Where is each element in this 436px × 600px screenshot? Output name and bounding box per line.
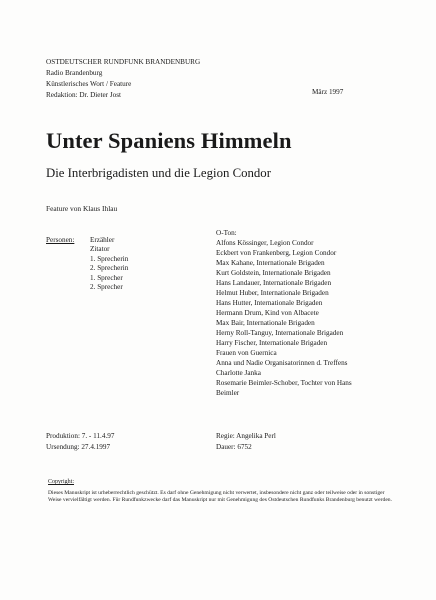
oton-item: Kurt Goldstein, Internationale Brigaden: [216, 269, 331, 277]
persons-list: [90, 236, 128, 292]
oton-item: Hans Landauer, Internationale Brigaden: [216, 279, 332, 287]
oton-item: Max Kahane, Internationale Brigaden: [216, 259, 325, 267]
first-broadcast: Ursendung: 27.4.1997: [46, 443, 111, 451]
copyright-notice: Dieses Manuskript ist urheberrechtlich geschützt. Es darf ohne Genehmigung nicht verwertet, insbesondere nicht ganz oder teilweise oder in sonstiger Weise vervielfältigt werden. Für Rundfunkzwecke darf das Manuskript nur mit Genehmigung des Ostdeutschen Rundfunks Brandenburg benutzt werden.: [48, 490, 392, 504]
oton-item: Harry Fischer, Internationale Brigaden: [216, 339, 328, 347]
oton-item: Frauen von Guernica: [216, 349, 277, 357]
station-name: Radio Brandenburg: [46, 69, 103, 77]
oton-item: Helmut Huber, Internationale Brigaden: [216, 289, 329, 297]
oton-item: Charlotte Janka: [216, 369, 261, 377]
page-title: Unter Spaniens Himmeln: [46, 128, 292, 153]
oton-item: Eckbert von Frankenberg, Legion Condor: [216, 249, 337, 257]
department-name: Künstlerisches Wort / Feature: [46, 80, 132, 88]
page-subtitle: Die Interbrigadisten und die Legion Condor: [46, 166, 271, 180]
oton-item: Max Bair, Internationale Brigaden: [216, 319, 315, 327]
oton-label: O-Ton:: [216, 229, 237, 237]
persons-label-column: [46, 236, 74, 245]
person-role: 2. Sprecher: [90, 283, 123, 292]
oton-list: [216, 228, 352, 398]
oton-item: Beimler: [216, 389, 240, 397]
copyright-label: Copyright:: [48, 479, 75, 485]
oton-item: Hans Hutter, Internationale Brigaden: [216, 299, 323, 307]
oton-item: Herny Roll-Tanguy, Internationale Brigaden: [216, 329, 344, 337]
director: Regie: Angelika Perl: [216, 432, 276, 440]
person-role: 2. Sprecherin: [90, 264, 129, 273]
oton-item: Anna und Nadie Organisatorinnen d. Treffens: [216, 359, 348, 367]
oton-item: Alfons Kössinger, Legion Condor: [216, 239, 314, 247]
document-date: März 1997: [312, 88, 344, 96]
person-role: 1. Sprecher: [90, 273, 123, 282]
broadcaster-name: OSTDEUTSCHER RUNDFUNK BRANDENBURG: [46, 58, 201, 66]
oton-item: Hermann Drum, Kind von Albacete: [216, 309, 319, 317]
production-dates: Produktion: 7. - 11.4.97: [46, 432, 115, 440]
byline: Feature von Klaus Ihlau: [46, 204, 118, 213]
person-role: Zitator: [90, 245, 110, 254]
person-role: 1. Sprecherin: [90, 254, 129, 263]
persons-label: Personen:: [46, 236, 75, 244]
person-role: Erzähler: [90, 236, 115, 244]
oton-item: Rosemarie Beimler-Schober, Tochter von Hans: [216, 379, 352, 387]
editor-line: Redaktion: Dr. Dieter Jost: [46, 91, 122, 99]
duration: Dauer: 6752: [216, 443, 252, 451]
